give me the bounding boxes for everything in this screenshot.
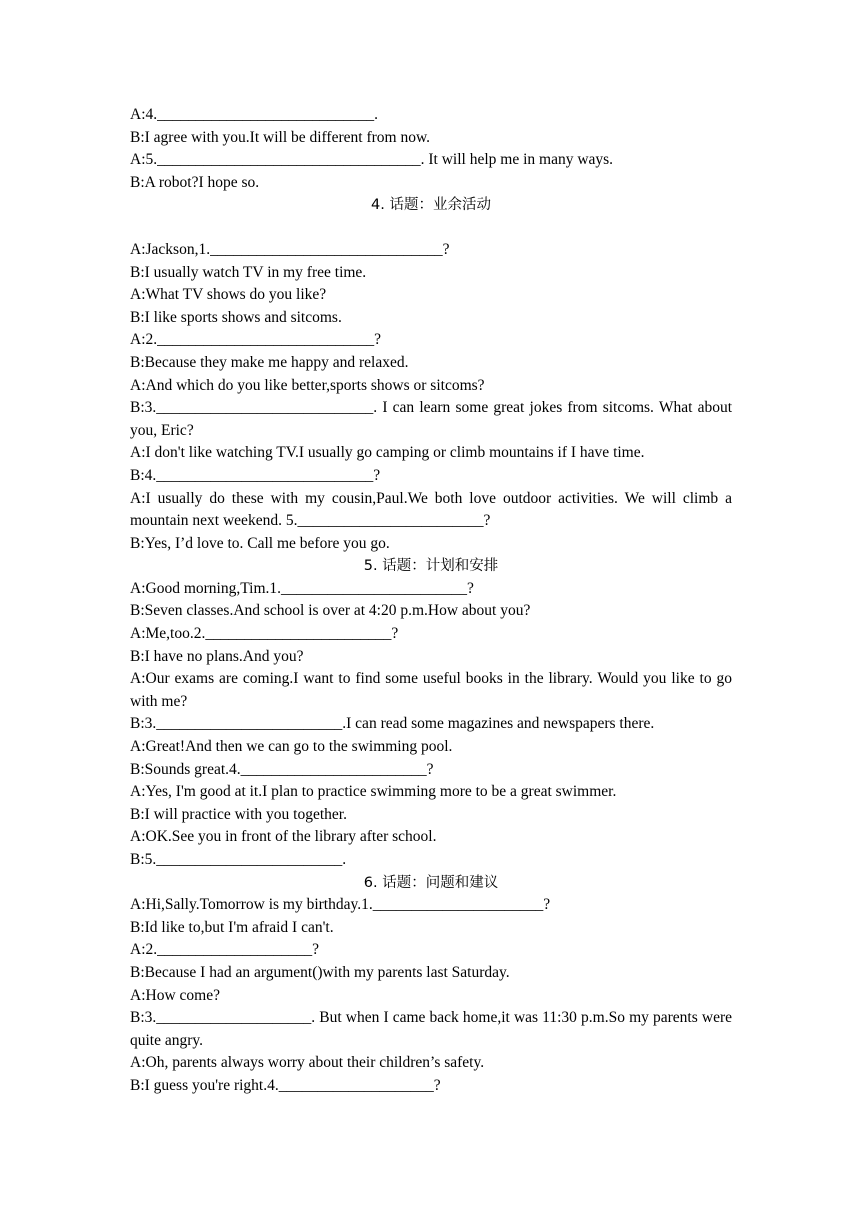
dialogue-line: A:And which do you like better,sports shows or sitcoms?	[130, 376, 485, 394]
dialogue-line: B:5.________________________.	[130, 851, 347, 868]
dialogue-line: A:Hi,Sally.Tomorrow is my birthday.1.______________________?	[130, 896, 551, 914]
dialogue-line: A:4.____________________________.	[130, 106, 378, 123]
dialogue-line: B:I agree with you.It will be different from now.	[130, 128, 431, 146]
document-page	[130, 104, 732, 1098]
section-heading: 4. 话题：业余活动	[371, 197, 491, 214]
section-heading: 6. 话题：问题和建议	[363, 874, 499, 891]
dialogue-line: B:4.____________________________?	[130, 466, 381, 484]
dialogue-line: A:I usually do these with my cousin,Paul.We both love outdoor activities. We will climb a mountain next weekend. 5.________________________?	[130, 489, 732, 530]
dialogue-line: A:Our exams are coming.I want to find some useful books in the library. Would you like to go with me?	[130, 670, 732, 710]
dialogue-line: B:I have no plans.And you?	[130, 647, 304, 665]
dialogue-line: B:I will practice with you together.	[130, 805, 347, 823]
dialogue-line: A:I don't like watching TV.I usually go camping or climb mountains if I have time.	[130, 444, 645, 462]
dialogue-line: B:Seven classes.And school is over at 4:20 p.m.How about you?	[130, 602, 531, 620]
dialogue-line: A:2.____________________?	[130, 941, 320, 959]
dialogue-line: B:I guess you're right.4.____________________?	[130, 1076, 441, 1094]
dialogue-line: A:2.____________________________?	[130, 331, 382, 349]
dialogue-line: A:Jackson,1.______________________________?	[130, 240, 450, 258]
dialogue-line: A:Great!And then we can go to the swimming pool.	[130, 738, 453, 756]
dialogue-line: B:Id like to,but I'm afraid I can't.	[130, 918, 334, 936]
dialogue-line: A:What TV shows do you like?	[130, 286, 327, 304]
section-heading: 5. 话题：计划和安排	[363, 558, 499, 575]
dialogue-line: A:Good morning,Tim.1.________________________?	[130, 579, 474, 597]
dialogue-line: B:Because they make me happy and relaxed.	[130, 353, 409, 371]
dialogue-line: B:Sounds great.4.________________________?	[130, 760, 434, 778]
dialogue-line: B:Yes, I’d love to. Call me before you go.	[130, 534, 390, 552]
dialogue-line: A:Yes, I'm good at it.I plan to practice swimming more to be a great swimmer.	[130, 783, 617, 801]
dialogue-line: A:OK.See you in front of the library after school.	[130, 828, 437, 846]
dialogue-line: B:A robot?I hope so.	[130, 173, 260, 191]
dialogue-line: B:Because I had an argument()with my parents last Saturday.	[130, 963, 510, 981]
dialogue-line: B:I usually watch TV in my free time.	[130, 263, 367, 281]
dialogue-line: B:I like sports shows and sitcoms.	[130, 308, 342, 326]
dialogue-line: B:3.________________________.I can read some magazines and newspapers there.	[130, 715, 655, 733]
dialogue-line: A:Oh, parents always worry about their children’s safety.	[130, 1054, 485, 1072]
dialogue-line: A:5.__________________________________. It will help me in many ways.	[130, 151, 614, 169]
dialogue-line: A:How come?	[130, 986, 220, 1004]
dialogue-line: A:Me,too.2.________________________?	[130, 625, 399, 643]
dialogue-line: B:3.____________________. But when I came back home,it was 11:30 p.m.So my parents were quite angry.	[130, 1009, 732, 1049]
dialogue-line: B:3.____________________________. I can learn some great jokes from sitcoms. What about you, Eric?	[130, 399, 732, 439]
